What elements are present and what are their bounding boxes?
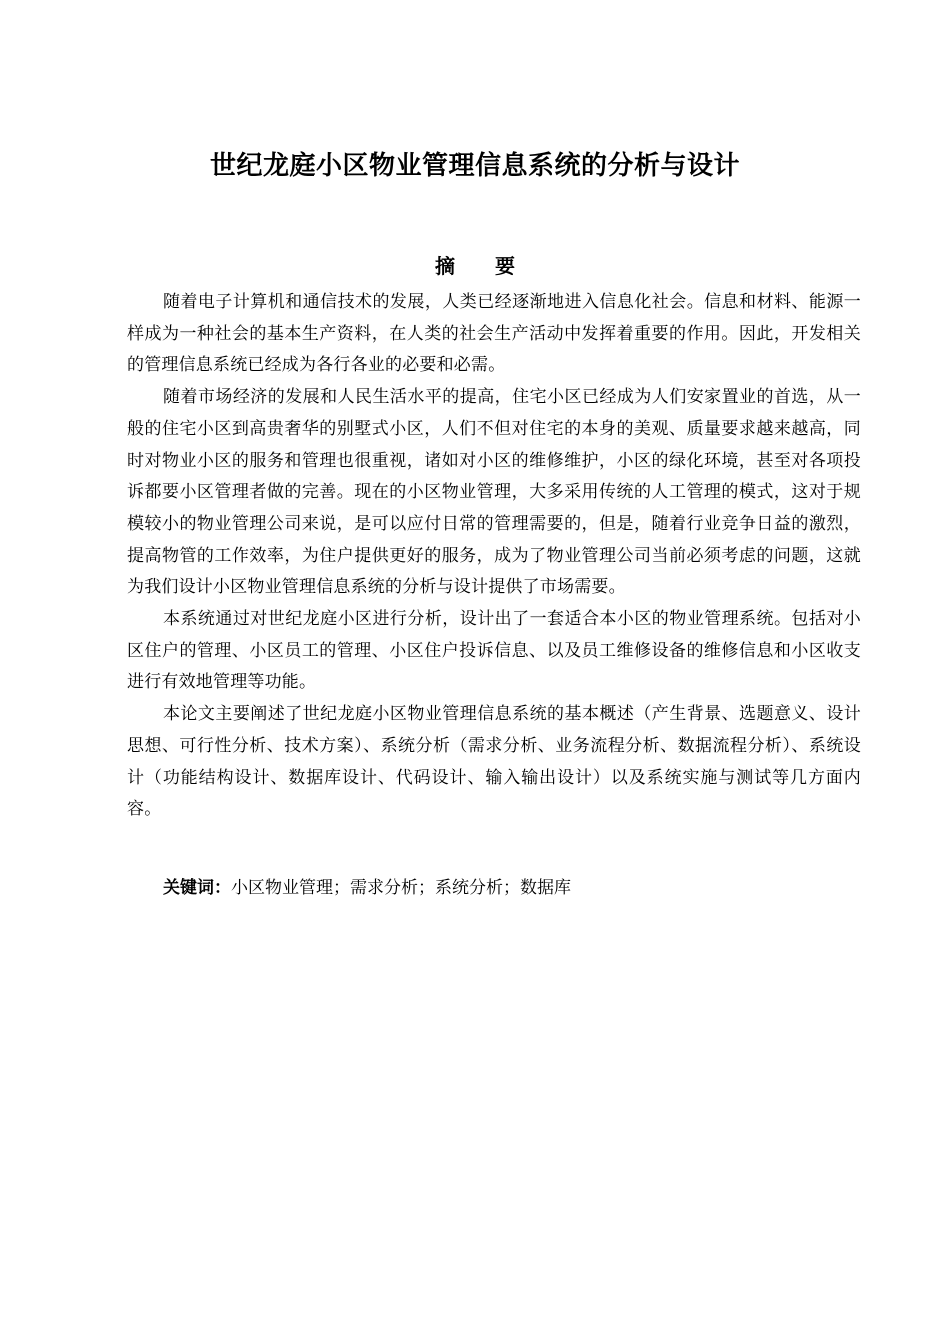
abstract-paragraph-1: 随着电子计算机和通信技术的发展，人类已经逐渐地进入信息化社会。信息和材料、能源一样成为一种社会的基本生产资料，在人类的社会生产活动中发挥着重要的作用。因此，开发相关的管理信息系统已经成为各行各业的必要和必需。 — [127, 292, 861, 376]
keywords-label: 关键词： — [163, 878, 231, 898]
abstract-paragraph-3: 本系统通过对世纪龙庭小区进行分析，设计出了一套适合本小区的物业管理系统。包括对小区住户的管理、小区员工的管理、小区住户投诉信息、以及员工维修设备的维修信息和小区收支进行有效地管理等功能。 — [127, 609, 861, 693]
abstract-body — [127, 287, 861, 826]
abstract-heading: 摘 要 — [435, 254, 515, 278]
keywords-text: 小区物业管理；需求分析；系统分析；数据库 — [231, 878, 571, 898]
keywords-line — [163, 873, 863, 903]
document-title: 世纪龙庭小区物业管理信息系统的分析与设计 — [209, 151, 740, 181]
abstract-paragraph-2: 随着市场经济的发展和人民生活水平的提高，住宅小区已经成为人们安家置业的首选，从一般的住宅小区到高贵奢华的别墅式小区，人们不但对住宅的本身的美观、质量要求越来越高，同时对物业小区的服务和管理也很重视，诸如对小区的维修维护，小区的绿化环境，甚至对各项投诉都要小区管理者做的完善。现在的小区物业管理，大多采用传统的人工管理的模式，这对于规模较小的物业管理公司来说，是可以应付日常的管理需要的，但是，随着行业竞争日益的激烈，提高物管的工作效率，为住户提供更好的服务，成为了物业管理公司当前必须考虑的问题，这就为我们设计小区物业管理信息系统的分析与设计提供了市场需要。 — [127, 387, 861, 598]
abstract-paragraph-4: 本论文主要阐述了世纪龙庭小区物业管理信息系统的基本概述（产生背景、选题意义、设计思想、可行性分析、技术方案）、系统分析（需求分析、业务流程分析、数据流程分析）、系统设计（功能结构设计、数据库设计、代码设计、输入输出设计）以及系统实施与测试等几方面内容。 — [127, 704, 861, 820]
